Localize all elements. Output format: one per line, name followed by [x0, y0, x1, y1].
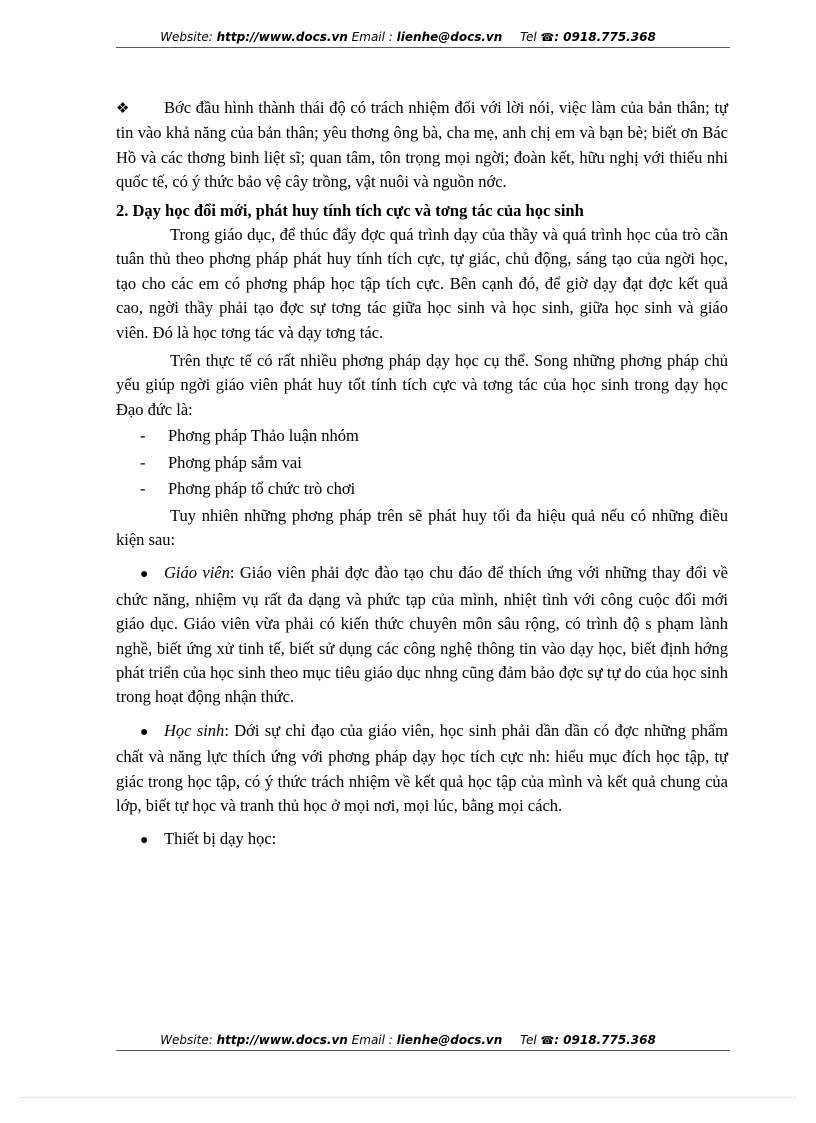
phone-icon: ☎ — [540, 1034, 555, 1047]
list-item: - Phơng pháp sắm vai — [116, 451, 728, 475]
website-link[interactable]: http://www.docs.vn — [216, 30, 348, 44]
email-label: Email : — [351, 1033, 393, 1047]
paragraph-methods-intro: Trên thực tế có rất nhiều phơng pháp dạy học cụ thể. Song những phơng pháp chủ yếu giúp ngời giáo viên phát huy tốt tính tích cực và tơng tác của học sinh trong dạy học Đạo đức là: — [116, 351, 728, 419]
diamond-bullet-icon: ❖ — [116, 101, 130, 117]
bullet-icon: ● — [140, 567, 149, 583]
bullet-icon: ● — [140, 724, 149, 740]
bullet-teacher: ● Giáo viên: Giáo viên phải đợc đào tạo chu đáo để thích ứng với những thay đổi về chức năng, nhiệm vụ rất đa dạng và phức tạp của mình, nhiệt tình với công cuộc đổi mới giáo dục. Giáo viên vừa phải có kiến thức chuyên môn sâu rộng, có trình độ s phạm lành nghề, biết ứng xử tinh tế, biết sử dụng các công nghệ thông tin vào dạy học, biết định hớng phát triển của học sinh theo mục tiêu giáo dục nhng cũng đảm bảo đợc sự tự do của học sinh trong hoạt động nhận thức. — [116, 563, 728, 707]
bullet-icon: ● — [140, 833, 149, 849]
section-heading: 2. Dạy học đổi mới, phát huy tính tích cực và tơng tác của học sinh — [116, 200, 584, 220]
paragraph-intro: Trong giáo dục, để thúc đẩy đợc quá trình dạy của thầy và quá trình học của trò cần tuân thủ theo phơng pháp phát huy tính tích cực, tự giác, chủ động, sáng tạo của ngời học, tạo cho các em có phơng pháp học tập tích cực. Bên cạnh đó, để giờ dạy đạt đợc kết quả cao, ngời thầy phải tạo đợc sự tơng tác giữa học sinh và học sinh, giữa học sinh và giáo viên. Đó là học tơng tác và dạy tơng tác. — [116, 225, 728, 342]
phone-number: : 0918.775.368 — [554, 30, 656, 44]
document-body — [116, 96, 728, 854]
header-rule — [116, 47, 730, 48]
website-label: Website: — [160, 30, 213, 44]
tel-label: Tel — [520, 1033, 537, 1047]
teacher-label: Giáo viên — [164, 563, 230, 583]
email-link[interactable]: lienhe@docs.vn — [396, 30, 503, 44]
list-item: - Phơng pháp tổ chức trò chơi — [116, 477, 728, 501]
email-label: Email : — [351, 30, 393, 44]
email-link[interactable]: lienhe@docs.vn — [396, 1033, 503, 1047]
phone-number: : 0918.775.368 — [554, 1033, 656, 1047]
page-footer — [0, 1033, 816, 1047]
phone-icon: ☎ — [540, 31, 555, 44]
page-edge-divider — [20, 1097, 796, 1098]
website-link[interactable]: http://www.docs.vn — [216, 1033, 348, 1047]
dash-marker: - — [140, 426, 146, 446]
page-header — [0, 30, 816, 44]
bullet-equipment: ● Thiết bị dạy học: — [116, 827, 728, 853]
student-label: Học sinh — [164, 720, 225, 740]
tel-label: Tel — [520, 30, 537, 44]
dash-marker: - — [140, 452, 146, 472]
paragraph-objectives: ❖ Bớc đầu hình thành thái độ có trách nhiệm đối với lời nói, việc làm của bản thân; tự tin vào khả năng của bản thân; yêu thơng ông bà, cha mẹ, anh chị em và bạn bè; biết ơn Bác Hồ và các thơng binh liệt sĩ; quan tâm, tôn trọng mọi ngời; đoàn kết, hữu nghị với thiếu nhi quốc tế, có ý thức bảo vệ cây trồng, vật nuôi và nguồn nớc. — [116, 98, 728, 192]
website-label: Website: — [160, 1033, 213, 1047]
bullet-student: ● Học sinh: Dới sự chỉ đạo của giáo viên, học sinh phải dần dần có đợc những phẩm chất và năng lực thích ứng với phơng pháp dạy học tích cực nh: hiểu mục đích học tập, tự giác trong học tập, có ý thức trách nhiệm về kết quả học tập của mình và kết quả chung của lớp, biết tự học và tranh thủ học ở mọi nơi, mọi lúc, bằng mọi cách. — [116, 720, 728, 815]
paragraph-conditions: Tuy nhiên những phơng pháp trên sẽ phát huy tối đa hiệu quả nếu có những điều kiện sau: — [116, 505, 728, 549]
footer-rule — [116, 1050, 730, 1051]
list-item: - Phơng pháp Thảo luận nhóm — [116, 424, 728, 448]
dash-marker: - — [140, 479, 146, 499]
